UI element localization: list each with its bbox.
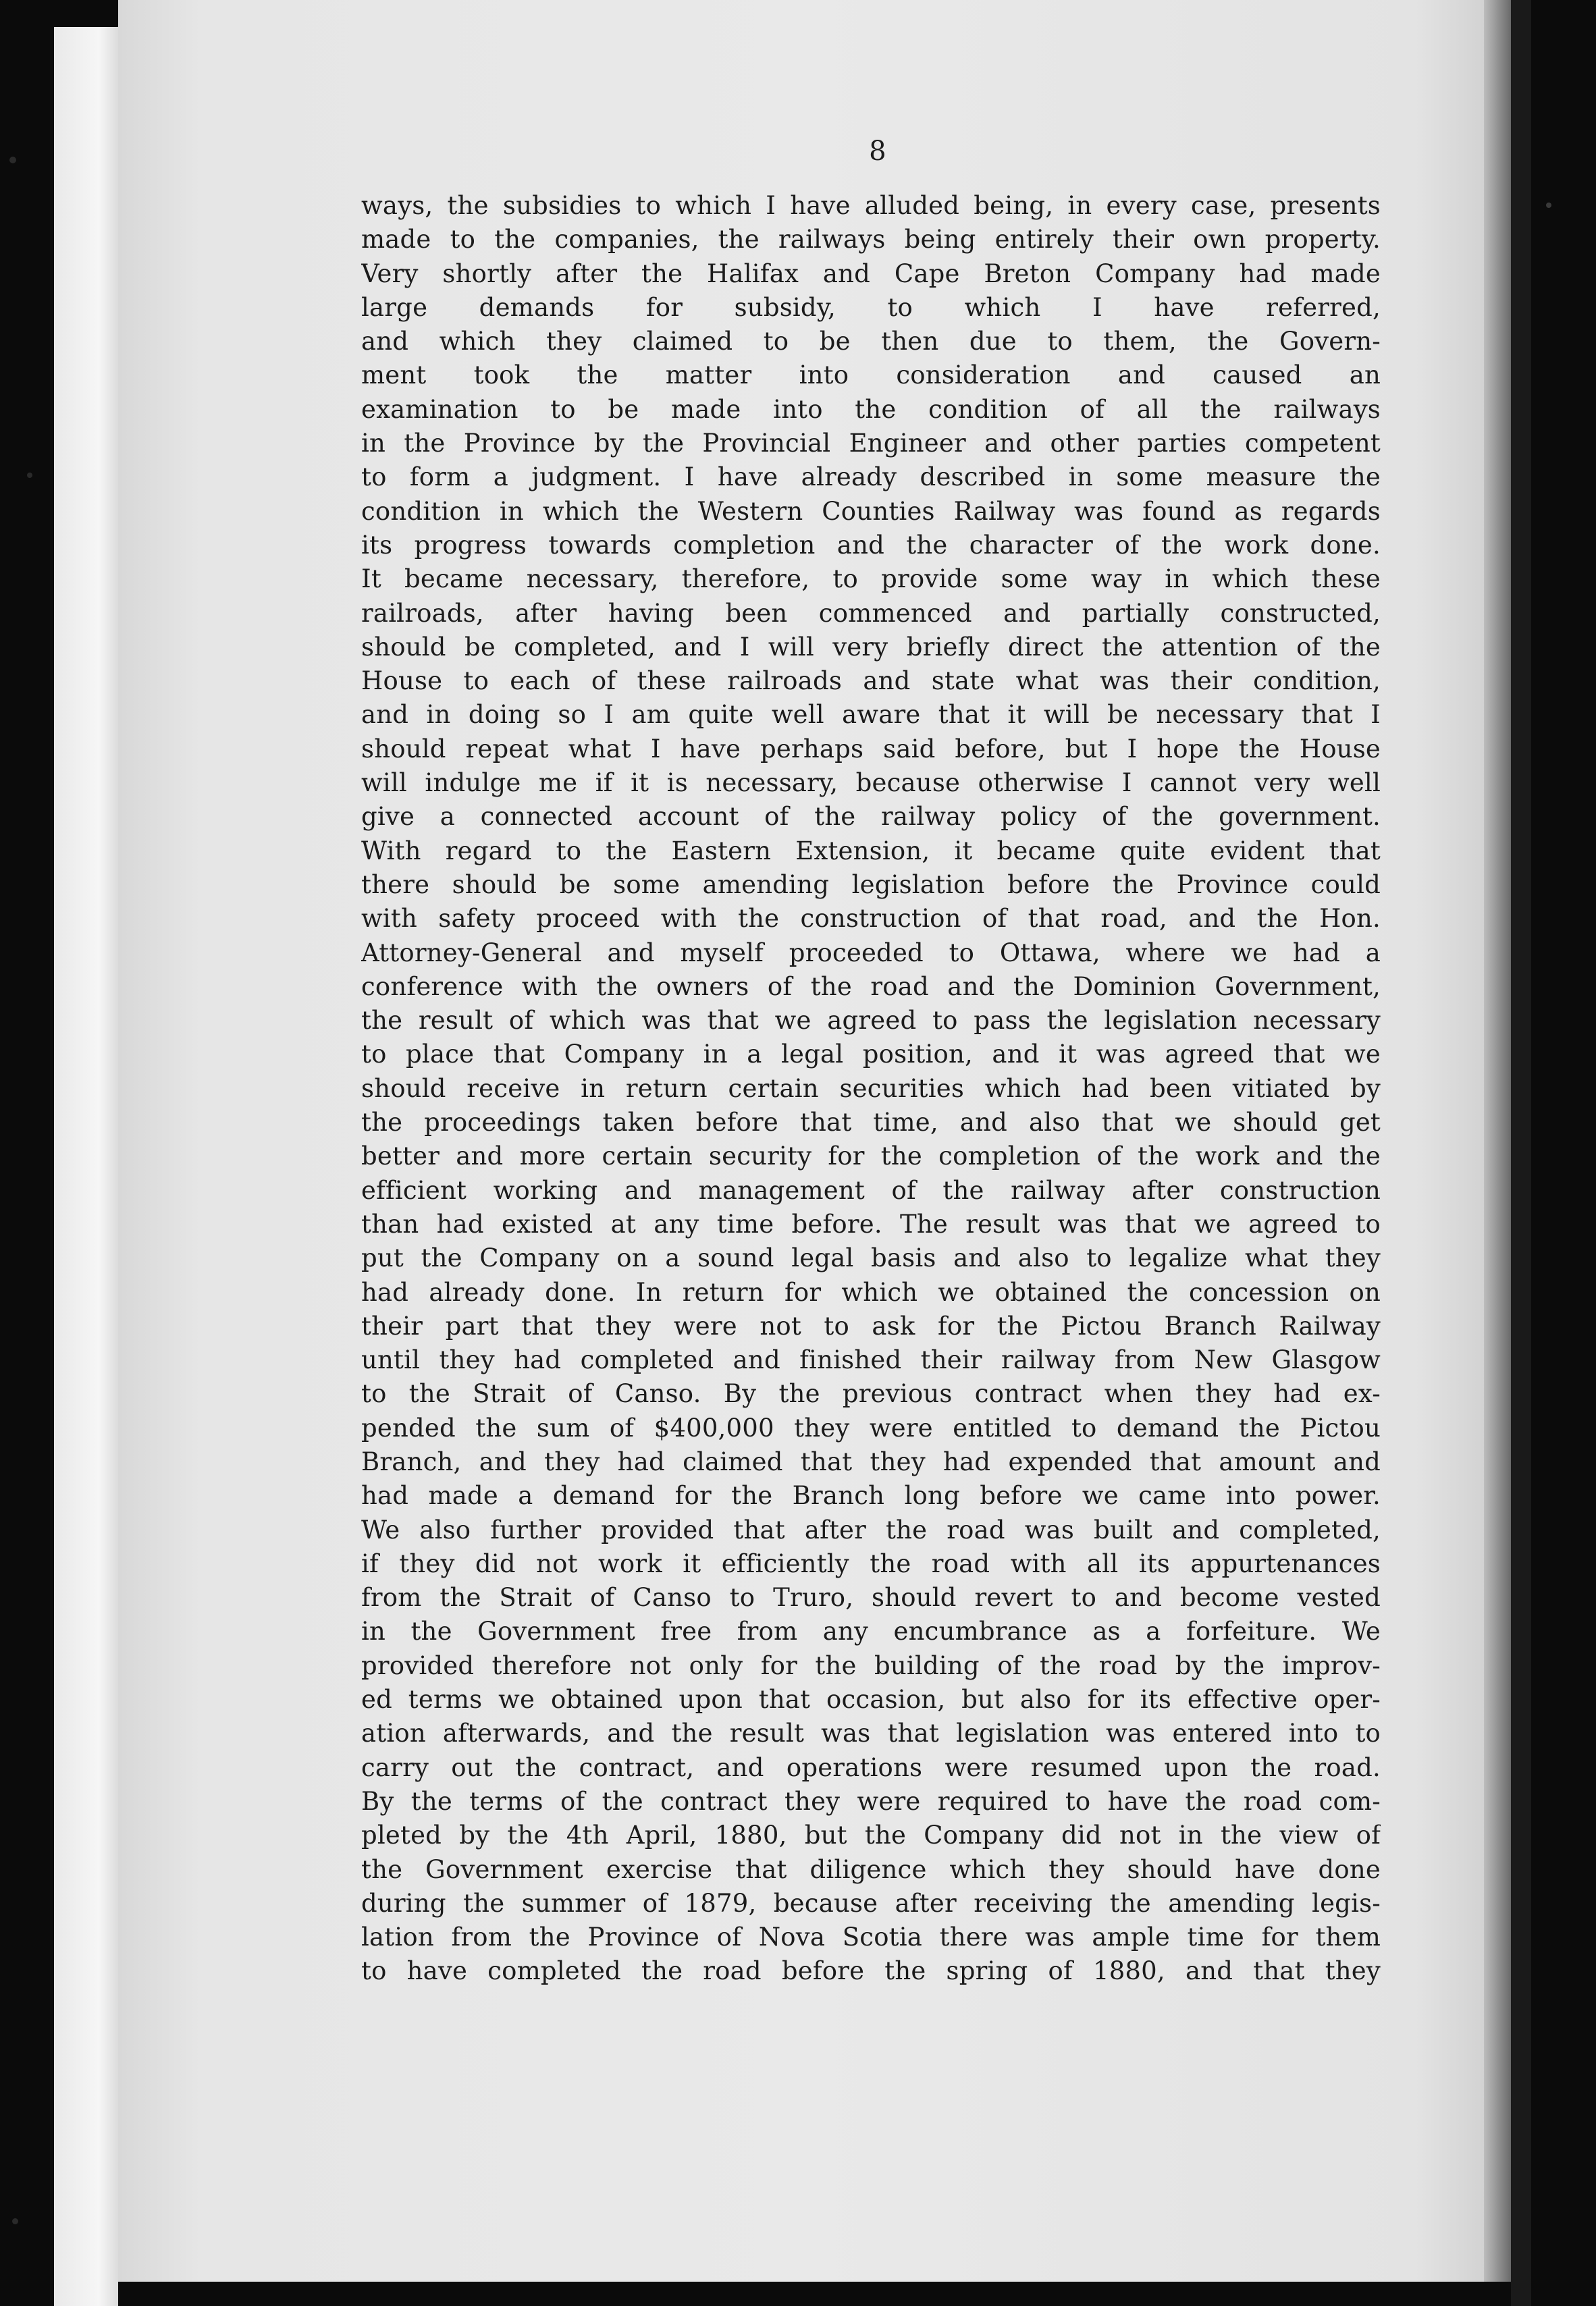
text-line: better and more certain security for the completion of the work and the — [361, 1142, 1381, 1171]
text-line: examination to be made into the condition of all the railways — [361, 394, 1381, 424]
text-line: pleted by the 4th April, 1880, but the Company did not in the view of — [361, 1821, 1381, 1850]
text-line: Very shortly after the Halifax and Cape Breton Company had made — [361, 259, 1381, 288]
scan-speck — [12, 2218, 18, 2224]
text-line: provided therefore not only for the building of the road by the improv- — [361, 1651, 1381, 1680]
text-line: We also further provided that after the road was built and completed, — [361, 1515, 1381, 1545]
text-line: pended the sum of $400,000 they were entitled to demand the Pictou — [361, 1413, 1381, 1443]
page-text — [361, 135, 1381, 1989]
text-line: should repeat what I have perhaps said before, but I hope the House — [361, 734, 1381, 763]
text-line: their part that they were not to ask for the Pictou Branch Railway — [361, 1311, 1381, 1341]
text-line: to place that Company in a legal position, and it was agreed that we — [361, 1040, 1381, 1069]
text-line: put the Company on a sound legal basis and also to legalize what they — [361, 1243, 1381, 1273]
text-line: will indulge me if it is necessary, because otherwise I cannot very well — [361, 768, 1381, 798]
text-line: large demands for subsidy, to which I have referred, — [361, 292, 1381, 322]
text-line: It became necessary, therefore, to provide some way in which these — [361, 564, 1381, 594]
text-line: carry out the contract, and operations were resumed upon the road. — [361, 1752, 1381, 1782]
text-line: and in doing so I am quite well aware that it will be necessary that I — [361, 700, 1381, 730]
text-line: ways, the subsidies to which I have alluded being, in every case, presents — [361, 191, 1381, 220]
text-line: By the terms of the contract they were required to have the road com- — [361, 1786, 1381, 1816]
text-line: should be completed, and I will very briefly direct the attention of the — [361, 632, 1381, 662]
text-line: give a connected account of the railway policy of the government. — [361, 802, 1381, 832]
facing-page-edge — [54, 27, 118, 2306]
text-line: the Government exercise that diligence which they should have done — [361, 1854, 1381, 1884]
text-line: to form a judgment. I have already described in some measure the — [361, 462, 1381, 492]
text-line: with safety proceed with the construction of that road, and the Hon. — [361, 904, 1381, 934]
body-paragraph — [361, 189, 1381, 1989]
text-line: than had existed at any time before. The result was that we agreed to — [361, 1209, 1381, 1239]
book-binding — [1511, 0, 1531, 2306]
scan-speck — [9, 157, 16, 163]
text-line: conference with the owners of the road and the Dominion Government, — [361, 971, 1381, 1001]
text-line: railroads, after having been commenced and partially constructed, — [361, 598, 1381, 628]
text-line: its progress towards completion and the character of the work done. — [361, 530, 1381, 560]
text-line: made to the companies, the railways being entirely their own property. — [361, 225, 1381, 254]
text-line: Attorney-General and myself proceeded to Ottawa, where we had a — [361, 938, 1381, 967]
text-line: there should be some amending legislation before the Province could — [361, 869, 1381, 899]
text-line: House to each of these railroads and state what was their condition, — [361, 666, 1381, 696]
text-line: until they had completed and finished their railway from New Glasgow — [361, 1345, 1381, 1375]
text-line: during the summer of 1879, because after receiving the amending legis- — [361, 1888, 1381, 1918]
page-gutter-shadow — [1484, 0, 1511, 2282]
text-line: in the Province by the Provincial Engineer and other parties competent — [361, 429, 1381, 458]
text-line: to have completed the road before the spring of 1880, and that they — [361, 1956, 1381, 1986]
text-line: ation afterwards, and the result was that legislation was entered into to — [361, 1719, 1381, 1748]
text-line: condition in which the Western Counties Railway was found as regards — [361, 496, 1381, 526]
scan-speck — [27, 473, 32, 478]
page-number: 8 — [869, 136, 886, 167]
text-line: Branch, and they had claimed that they had expended that amount and — [361, 1447, 1381, 1476]
text-line: With regard to the Eastern Extension, it became quite evident that — [361, 836, 1381, 865]
text-line: efficient working and management of the railway after construction — [361, 1175, 1381, 1205]
text-line: to the Strait of Canso. By the previous contract when they had ex- — [361, 1379, 1381, 1409]
text-line: ed terms we obtained upon that occasion, but also for its effective oper- — [361, 1685, 1381, 1715]
text-line: ment took the matter into consideration and caused an — [361, 360, 1381, 390]
text-line: lation from the Province of Nova Scotia there was ample time for them — [361, 1923, 1381, 1952]
text-line: had already done. In return for which we obtained the concession on — [361, 1277, 1381, 1307]
text-line: had made a demand for the Branch long before we came into power. — [361, 1481, 1381, 1511]
text-line: in the Government free from any encumbrance as a forfeiture. We — [361, 1617, 1381, 1646]
scan-speck — [1546, 203, 1551, 208]
text-line: should receive in return certain securities which had been vitiated by — [361, 1073, 1381, 1103]
text-line: and which they claimed to be then due to them, the Govern- — [361, 327, 1381, 356]
text-line: the proceedings taken before that time, and also that we should get — [361, 1108, 1381, 1137]
text-line: the result of which was that we agreed to pass the legislation necessary — [361, 1006, 1381, 1036]
text-line: if they did not work it efficiently the road with all its appurtenances — [361, 1549, 1381, 1578]
text-line: from the Strait of Canso to Truro, should revert to and become vested — [361, 1583, 1381, 1613]
